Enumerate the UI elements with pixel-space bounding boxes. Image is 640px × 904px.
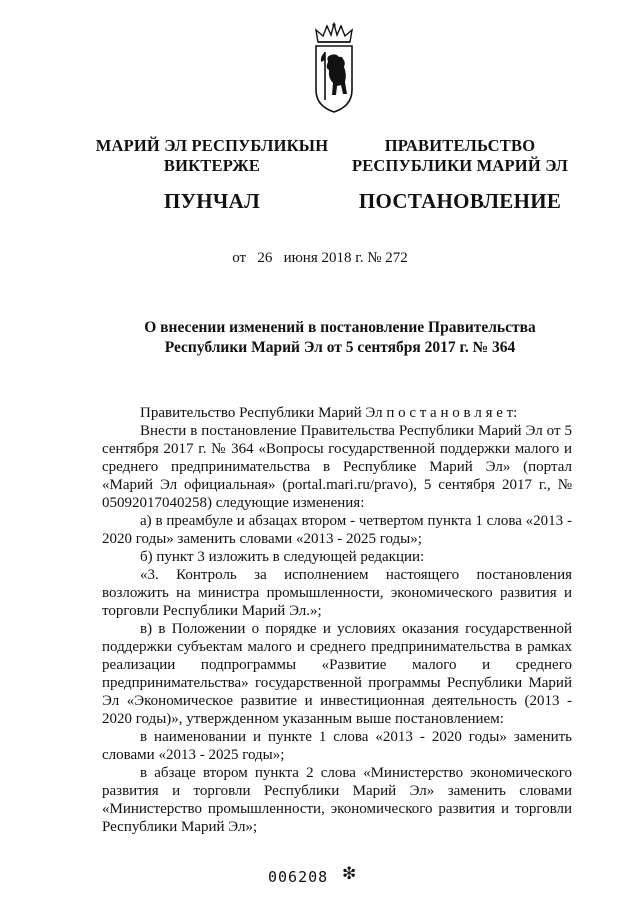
header-right-line1: ПРАВИТЕЛЬСТВО [384, 136, 536, 155]
paragraph: в) в Положении о порядке и условиях оказания государственной поддержки субъектам малого и среднего предпринимательства в рамках реализации подпрограммы «Развитие малого и среднего предпринимательства» государственной программы Республики Марий Эл «Экономическое развитие и инвестиционная деятельность (2013 - 2020 годы)», утвержденном указанным выше постановлением: [102, 621, 572, 727]
paragraph: а) в преамбуле и абзацах втором - четвертом пункта 1 слова «2013 - 2020 годы» заменить словами «2013 - 2025 годы»; [102, 513, 572, 547]
paragraph: Внести в постановление Правительства Республики Марий Эл от 5 сентября 2017 г. № 364 «Вопросы государственной поддержки малого и среднего предпринимательства в Республике Марий Эл» (портал «Марий Эл официальная» (portal.mari.ru/pravo), 5 сентября 2017 г., № 05092017040258) следующие изменения: [102, 423, 572, 511]
date-rest: июня 2018 г. № [283, 250, 382, 266]
form-serial-number: 006208 [268, 868, 329, 886]
date-prefix: от [232, 250, 247, 266]
title-line1: О внесении изменений в постановление Правительства [144, 319, 536, 336]
date-number-line [0, 250, 640, 267]
header-right-block [350, 136, 570, 214]
header-left-line1: МАРИЙ ЭЛ РЕСПУБЛИКЫН [95, 136, 329, 155]
paragraph: «3. Контроль за исполнением настоящего постановления возложить на министра промышленности, экономического развития и торговли Республики Марий Эл.»; [102, 567, 572, 619]
header-left-line2: ВИКТЕРЖЕ [163, 156, 261, 175]
paragraph: Правительство Республики Марий Эл п о с т а н о в л я е т: [140, 405, 518, 421]
snowflake-mark-icon: ❇ [342, 864, 357, 883]
coat-of-arms-bear-icon [312, 22, 356, 114]
paragraph: в наименовании и пункте 1 слова «2013 - 2020 годы» заменить словами «2013 - 2025 годы»; [102, 729, 572, 763]
header-left-doc-type: ПУНЧАЛ [163, 189, 261, 213]
header-right-line2: РЕСПУБЛИКИ МАРИЙ ЭЛ [351, 156, 569, 175]
header-left-block [92, 136, 332, 214]
document-title [120, 318, 560, 358]
title-line2: Республики Марий Эл от 5 сентября 2017 г. № 364 [164, 339, 516, 356]
date-day: 26 [257, 250, 273, 266]
header-right-doc-type: ПОСТАНОВЛЕНИЕ [358, 189, 562, 213]
document-body [102, 404, 572, 836]
paragraph: в абзаце втором пункта 2 слова «Министерство экономического развития и торговли Республики Марий Эл» заменить словами «Министерство промышленности, экономического развития и торговли Республики Марий Эл»; [102, 765, 572, 835]
document-number: 272 [385, 250, 408, 266]
paragraph: б) пункт 3 изложить в следующей редакции: [140, 549, 425, 565]
